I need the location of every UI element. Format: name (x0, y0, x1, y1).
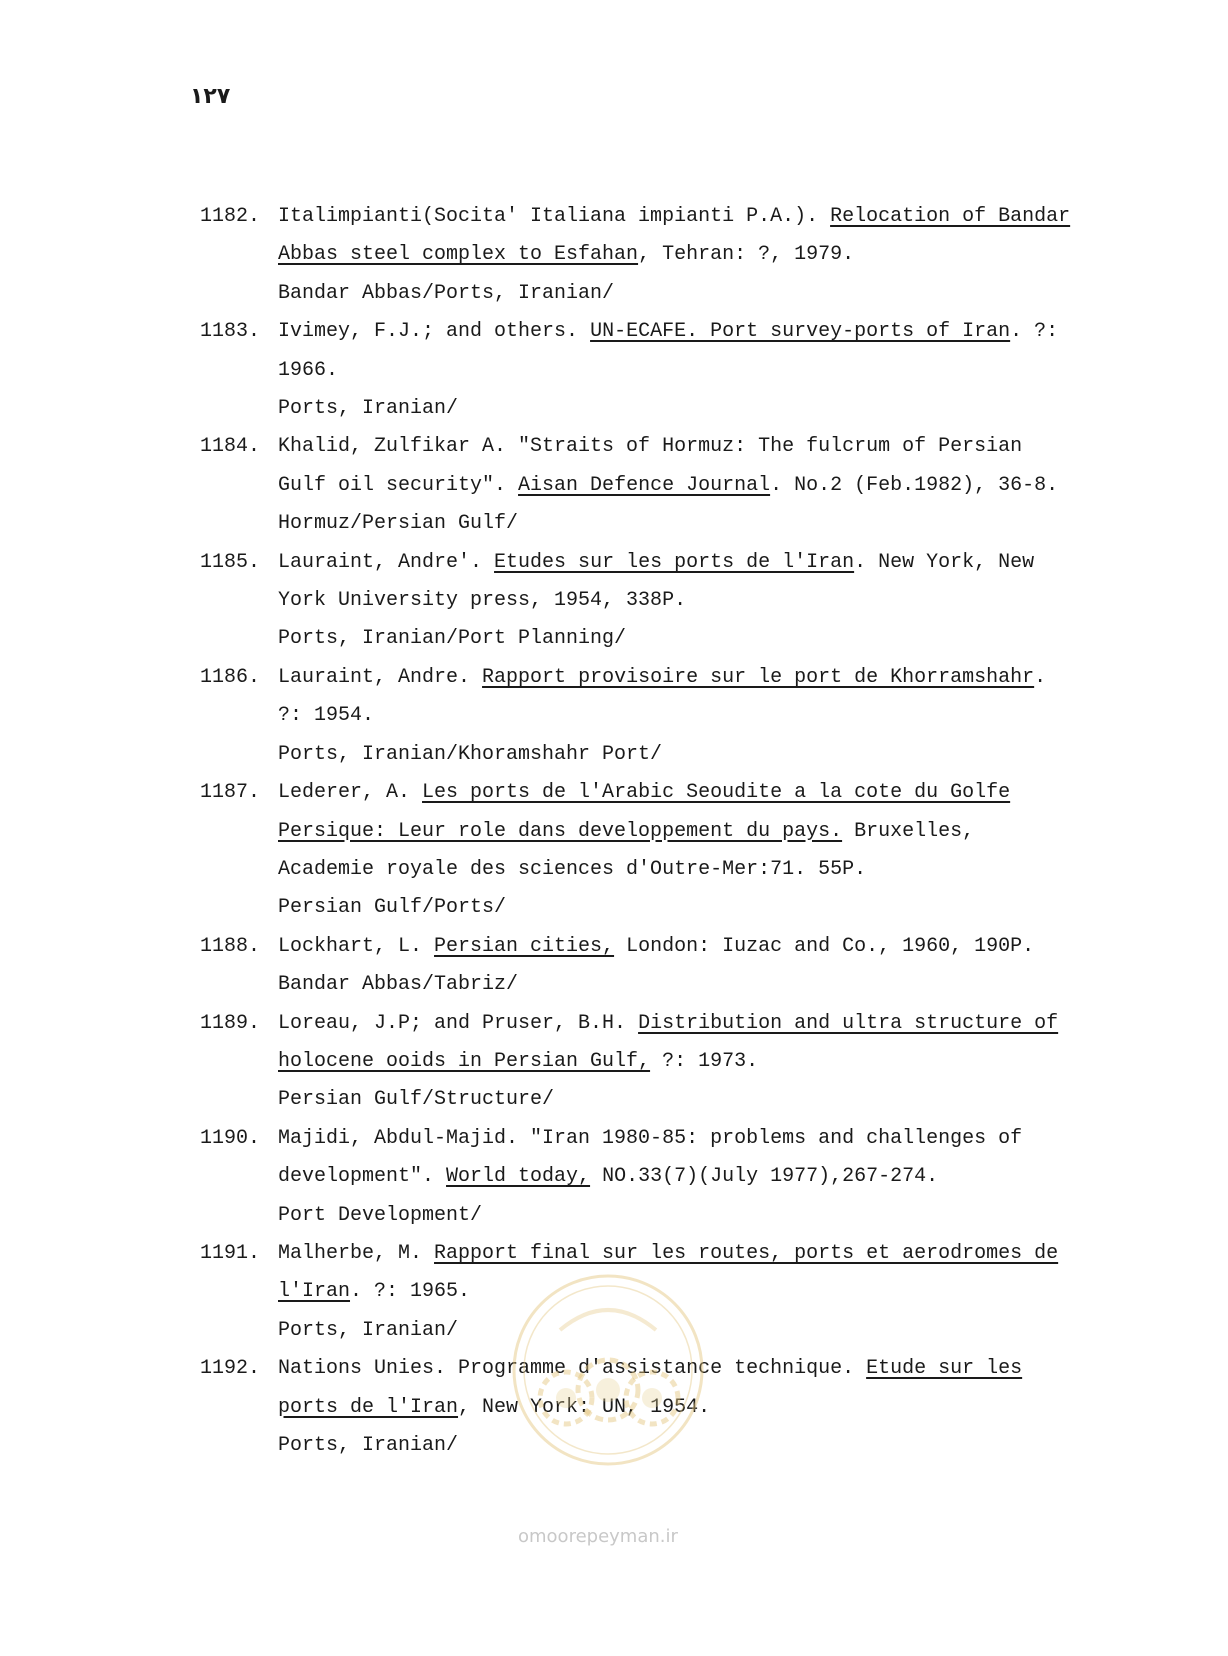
entry-authors: Lauraint, Andre. (278, 665, 483, 689)
entry-authors: Majidi, Abdul-Majid. "Iran 1980-85: problems and challenges of development". (278, 1126, 1023, 1189)
entry-citation (278, 1235, 1080, 1312)
entry-authors: Loreau, J.P; and Pruser, B.H. (278, 1011, 639, 1035)
bibliography-entry (200, 428, 1080, 543)
entry-authors: Lederer, A. (278, 781, 423, 805)
entry-publication: , New York: UN, 1954. (458, 1395, 711, 1419)
entry-citation (278, 1350, 1080, 1427)
entry-publication: ?: 1973. (650, 1049, 759, 1073)
entry-title: Rapport provisoire sur le port de Khorramshahr (482, 665, 1035, 689)
entry-citation (278, 774, 1080, 889)
entry-citation (278, 1005, 1080, 1082)
entry-subject: Ports, Iranian/ (278, 1318, 459, 1342)
page-number: ١٢٧ (190, 84, 231, 109)
entry-publication: NO.33(7)(July 1977),267-274. (590, 1165, 939, 1189)
bibliography-entry (200, 1235, 1080, 1350)
bibliography-entry (200, 1120, 1080, 1235)
entry-subject: Persian Gulf/Ports/ (278, 896, 507, 920)
entry-subject: Bandar Abbas/Tabriz/ (278, 973, 519, 997)
entry-publication: . No.2 (Feb.1982), 36-8. (770, 473, 1059, 497)
bibliography-entry (200, 928, 1080, 1005)
entry-subject: Port Development/ (278, 1203, 483, 1227)
entry-number: 1184. (200, 435, 261, 459)
entry-number: 1186. (200, 665, 261, 689)
bibliography-entry (200, 1350, 1080, 1465)
entry-authors: Nations Unies. Programme d'assistance technique. (278, 1357, 867, 1381)
entry-authors: Ivimey, F.J.; and others. (278, 320, 591, 344)
entry-number: 1192. (200, 1357, 261, 1381)
entry-authors: Lauraint, Andre'. (278, 550, 495, 574)
entry-authors: Khalid, Zulfikar A. "Straits of Hormuz: The fulcrum of Persian Gulf oil security". (278, 435, 1023, 497)
entry-title: World today, (446, 1165, 591, 1189)
entry-title: Etude sur les ports de l'Iran (278, 1357, 1023, 1419)
entry-citation (278, 1120, 1080, 1197)
entry-citation (278, 198, 1080, 275)
entry-title: Relocation of Bandar Abbas steel complex to Esfahan (278, 205, 1071, 267)
bibliography-entry (200, 313, 1080, 428)
entry-title: UN-ECAFE. Port survey-ports of Iran (590, 320, 1011, 344)
entry-number: 1185. (200, 550, 261, 574)
entry-citation (278, 313, 1080, 390)
entry-number: 1182. (200, 205, 261, 228)
entry-authors: Italimpianti(Socita' Italiana impianti P.A.). (278, 205, 831, 228)
entry-subject: Ports, Iranian/Khoramshahr Port/ (278, 742, 663, 766)
watermark-url: omoorepeyman.ir (518, 1526, 678, 1547)
entry-authors: Malherbe, M. (278, 1241, 435, 1265)
bibliography-entry (200, 1005, 1080, 1120)
bibliography-list (200, 198, 1080, 1465)
bibliography-entry (200, 659, 1080, 774)
entry-subject: Bandar Abbas/Ports, Iranian/ (278, 281, 615, 305)
entry-publication: . New York, New York University press, 1954, 338P. (278, 550, 1035, 613)
entry-publication: . ?: 1954. (278, 665, 1047, 728)
entry-citation (278, 544, 1080, 621)
bibliography-entry (200, 544, 1080, 659)
entry-title: Rapport final sur les routes, ports et aerodromes de l'Iran (278, 1241, 1059, 1304)
entry-subject: Ports, Iranian/ (278, 1434, 459, 1457)
entry-subject: Persian Gulf/Structure/ (278, 1088, 555, 1112)
entry-publication: . ?: 1965. (350, 1280, 471, 1304)
entry-publication: Bruxelles, Academie royale des sciences d'Outre-Mer:71. 55P. (278, 819, 975, 881)
entry-title: Etudes sur les ports de l'Iran (494, 550, 855, 574)
entry-title: Aisan Defence Journal (518, 473, 771, 497)
entry-citation (278, 428, 1080, 505)
entry-publication: . ?: 1966. (278, 320, 1059, 382)
entry-publication: London: Iuzac and Co., 1960, 190P. (614, 934, 1035, 958)
entry-title: Persian cities, (434, 934, 615, 958)
entry-citation (278, 659, 1080, 736)
entry-number: 1191. (200, 1241, 261, 1265)
entry-number: 1183. (200, 320, 261, 344)
entry-title: Les ports de l'Arabic Seoudite a la cote du Golfe Persique: Leur role dans developpement du pays. (278, 781, 1011, 843)
entry-subject: Ports, Iranian/ (278, 397, 459, 421)
entry-authors: Lockhart, L. (278, 934, 435, 958)
entry-number: 1187. (200, 781, 261, 805)
entry-title: Distribution and ultra structure of holocene ooids in Persian Gulf, (278, 1011, 1059, 1073)
entry-number: 1189. (200, 1011, 261, 1035)
entry-subject: Ports, Iranian/Port Planning/ (278, 627, 627, 651)
entry-publication: , Tehran: ?, 1979. (638, 243, 855, 267)
entry-subject: Hormuz/Persian Gulf/ (278, 512, 519, 536)
entry-number: 1188. (200, 934, 261, 958)
bibliography-entry (200, 774, 1080, 928)
entry-citation (278, 928, 1080, 966)
bibliography-entry (200, 198, 1080, 313)
entry-number: 1190. (200, 1126, 261, 1150)
